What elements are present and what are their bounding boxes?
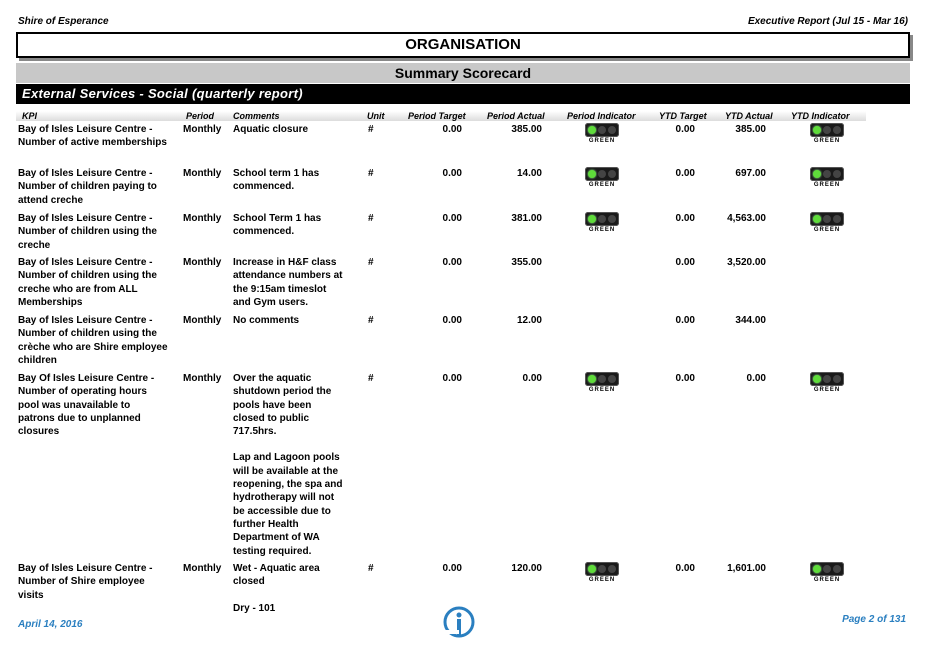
unit-value: # [368,213,374,224]
period-actual-value: 0.00 [522,373,542,384]
period-indicator [585,212,621,236]
period-target-value: 0.00 [442,315,462,326]
amber-light-off-icon [823,126,831,134]
kpi-name: Bay of Isles Leisure Centre - Number of active memberships [18,124,167,149]
comment-paragraph: Increase in H&F class attendance numbers at the 9:15am timeslot and Gym users. [233,257,343,308]
comment-paragraph: Dry - 101 [233,602,276,614]
period-actual-value: 12.00 [516,315,542,326]
traffic-light-icon [585,212,619,226]
comment-paragraph: Lap and Lagoon pools will be available at the reopening, the spa and hydrotherapy will not be accessible due to further Health Department of WA testing required. [233,452,343,557]
green-light-icon [813,565,821,573]
unit-value: # [368,563,374,574]
comment-paragraph: School Term 1 has commenced. [233,213,322,238]
ytd-target-value: 0.00 [675,168,695,179]
period-indicator [585,123,621,147]
comments [233,123,345,136]
kpi-name: Bay of Isles Leisure Centre - Number of children using the crèche who are Shire employee children [18,315,168,366]
ytd-target-value: 0.00 [675,257,695,268]
col-period-actual: Period Actual [487,111,545,121]
comments [233,314,345,327]
green-light-icon [813,375,821,383]
col-ytd-indicator: YTD Indicator [791,111,850,121]
ytd-target-value: 0.00 [675,315,695,326]
red-light-off-icon [833,215,841,223]
red-light-off-icon [833,170,841,178]
traffic-light-icon [810,372,844,386]
ytd-target-value: 0.00 [675,124,695,135]
green-light-icon [813,126,821,134]
indicator-label: GREEN [588,387,616,393]
unit-value: # [368,257,374,268]
period-value: Monthly [183,124,222,135]
amber-light-off-icon [598,170,606,178]
traffic-light-icon [585,372,619,386]
period-actual-value: 120.00 [511,563,542,574]
period-indicator [585,562,621,586]
kpi-name: Bay Of Isles Leisure Centre - Number of operating hours pool was unavailable to patrons due to unplanned closures [18,373,155,438]
amber-light-off-icon [823,215,831,223]
unit-value: # [368,124,374,135]
period-actual-value: 385.00 [511,124,542,135]
indicator-label: GREEN [813,138,841,144]
ytd-actual-value: 0.00 [746,373,766,384]
kpi-name: Bay of Isles Leisure Centre - Number of children using the creche [18,213,157,251]
unit-value: # [368,168,374,179]
unit-value: # [368,373,374,384]
green-light-icon [813,215,821,223]
red-light-off-icon [833,565,841,573]
summary-scorecard-heading: Summary Scorecard [16,63,910,83]
red-light-off-icon [608,375,616,383]
green-light-icon [588,215,596,223]
comment-paragraph: Over the aquatic shutdown period the pools have been closed to public 717.5hrs. [233,373,332,438]
period-target-value: 0.00 [442,124,462,135]
period-actual-value: 355.00 [511,257,542,268]
page-number: Page 2 of 131 [842,614,906,625]
indicator-label: GREEN [813,577,841,583]
green-light-icon [813,170,821,178]
kpi-name: Bay of Isles Leisure Centre - Number of children using the creche who are from ALL Memberships [18,257,157,308]
red-light-off-icon [833,126,841,134]
col-kpi: KPI [22,111,38,121]
period-actual-value: 14.00 [516,168,542,179]
ytd-target-value: 0.00 [675,563,695,574]
period-indicator [585,167,621,191]
indicator-label: GREEN [588,138,616,144]
green-light-icon [588,170,596,178]
period-target-value: 0.00 [442,373,462,384]
section-heading: External Services - Social (quarterly report) [16,84,910,104]
traffic-light-icon [585,562,619,576]
ytd-actual-value: 344.00 [735,315,766,326]
amber-light-off-icon [598,215,606,223]
comments [233,256,345,309]
traffic-light-icon [585,167,619,181]
comment-paragraph: Aquatic closure [233,124,309,135]
traffic-light-icon [585,123,619,137]
period-value: Monthly [183,315,222,326]
period-value: Monthly [183,213,222,224]
footer-date: April 14, 2016 [18,619,83,630]
col-comments: Comments [233,111,280,121]
indicator-label: GREEN [588,577,616,583]
ytd-indicator [810,212,846,236]
comments [233,372,345,558]
ytd-actual-value: 385.00 [735,124,766,135]
red-light-off-icon [608,126,616,134]
ytd-target-value: 0.00 [675,213,695,224]
ytd-actual-value: 4,563.00 [727,213,766,224]
amber-light-off-icon [598,565,606,573]
col-unit: Unit [367,111,385,121]
indicator-label: GREEN [588,182,616,188]
organisation-title: ORGANISATION [16,32,910,58]
red-light-off-icon [608,215,616,223]
period-target-value: 0.00 [442,563,462,574]
indicator-label: GREEN [813,182,841,188]
col-ytd-actual: YTD Actual [725,111,773,121]
comment-paragraph: School term 1 has commenced. [233,168,320,193]
amber-light-off-icon [823,375,831,383]
period-target-value: 0.00 [442,257,462,268]
col-period-target: Period Target [408,111,466,121]
shire-name: Shire of Esperance [18,16,109,27]
indicator-label: GREEN [813,227,841,233]
period-target-value: 0.00 [442,168,462,179]
ytd-actual-value: 697.00 [735,168,766,179]
traffic-light-icon [810,167,844,181]
amber-light-off-icon [598,375,606,383]
ytd-indicator [810,167,846,191]
report-title: Executive Report (Jul 15 - Mar 16) [747,16,908,27]
comment-paragraph: Wet - Aquatic area closed [233,563,320,588]
comments [233,167,345,194]
ytd-indicator [810,123,846,147]
period-value: Monthly [183,373,222,384]
ytd-target-value: 0.00 [675,373,695,384]
period-indicator [585,372,621,396]
col-period: Period [186,111,215,121]
period-value: Monthly [183,257,222,268]
amber-light-off-icon [823,170,831,178]
ytd-indicator [810,562,846,586]
comments [233,562,345,615]
red-light-off-icon [608,565,616,573]
traffic-light-icon [810,123,844,137]
period-actual-value: 381.00 [511,213,542,224]
amber-light-off-icon [823,565,831,573]
kpi-name: Bay of Isles Leisure Centre - Number of Shire employee visits [18,563,153,601]
logo-icon [440,606,478,638]
col-period-indicator: Period Indicator [567,111,636,121]
col-ytd-target: YTD Target [659,111,707,121]
period-value: Monthly [183,168,222,179]
indicator-label: GREEN [588,227,616,233]
red-light-off-icon [833,375,841,383]
red-light-off-icon [608,170,616,178]
traffic-light-icon [810,562,844,576]
period-value: Monthly [183,563,222,574]
ytd-actual-value: 1,601.00 [727,563,766,574]
comments [233,212,345,239]
green-light-icon [588,126,596,134]
traffic-light-icon [810,212,844,226]
ytd-actual-value: 3,520.00 [727,257,766,268]
indicator-label: GREEN [813,387,841,393]
green-light-icon [588,565,596,573]
comment-paragraph: No comments [233,315,300,326]
unit-value: # [368,315,374,326]
amber-light-off-icon [598,126,606,134]
green-light-icon [588,375,596,383]
kpi-name: Bay of Isles Leisure Centre - Number of children paying to attend creche [18,168,157,206]
period-target-value: 0.00 [442,213,462,224]
ytd-indicator [810,372,846,396]
